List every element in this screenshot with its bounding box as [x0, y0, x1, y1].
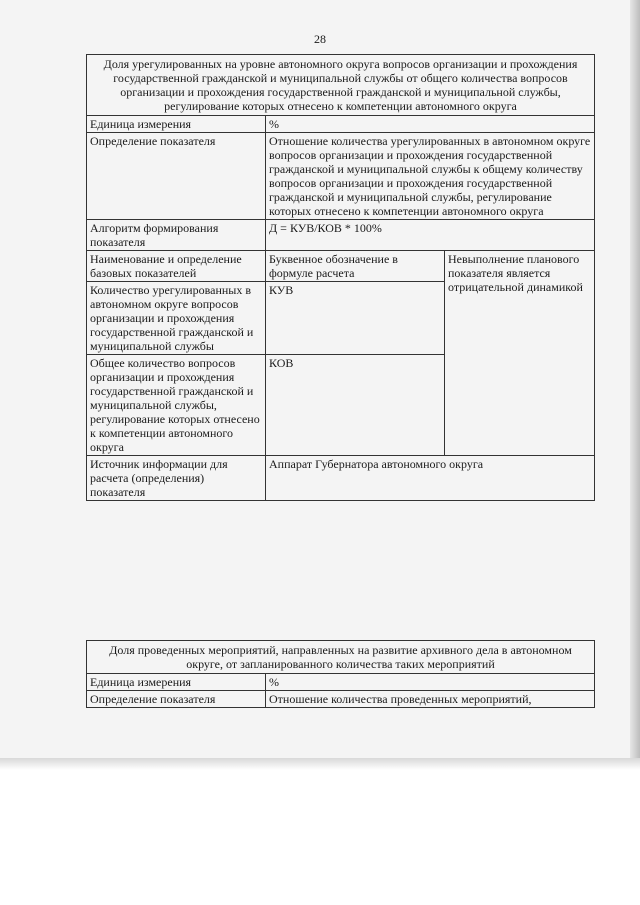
definition-value: Отношение количества урегулированных в автономном округе вопросов организации и прохождения государственной гражданской и муниципальной службы к общему количеству вопросов организации и прохождения государственной гражданской и муниципальной службы, регулирование которых отнесено к компетенции автономного округа — [266, 133, 595, 220]
unit-label: Единица измерения — [87, 116, 266, 133]
base-indicator-code: КУВ — [266, 282, 445, 355]
base-indicator-code: КОВ — [266, 355, 445, 456]
definition-label: Определение показателя — [87, 133, 266, 220]
table-row — [87, 133, 595, 220]
source-value: Аппарат Губернатора автономного округа — [266, 456, 595, 501]
unit-value: % — [266, 116, 595, 133]
table-row — [87, 220, 595, 251]
note-cell: Невыполнение планового показателя является отрицательной динамикой — [445, 251, 595, 456]
unit-label: Единица измерения — [87, 674, 266, 691]
indicator-table-1 — [86, 54, 595, 501]
definition-value: Отношение количества проведенных мероприятий, — [266, 691, 595, 708]
scan-edge-right — [630, 0, 640, 768]
base-name-label: Наименование и определение базовых показателей — [87, 251, 266, 282]
indicator-title: Доля проведенных мероприятий, направленных на развитие архивного дела в автономном округе, от запланированного количества таких мероприятий — [87, 641, 595, 674]
base-indicator-name: Количество урегулированных в автономном округе вопросов организации и прохождения государственной гражданской и муниципальной службы — [87, 282, 266, 355]
table-row — [87, 55, 595, 116]
scan-edge-bottom — [0, 758, 640, 770]
page-number: 28 — [314, 32, 326, 46]
letter-label: Буквенное обозначение в формуле расчета — [266, 251, 445, 282]
algorithm-label: Алгоритм формирования показателя — [87, 220, 266, 251]
table-row — [87, 641, 595, 674]
indicator-table-2 — [86, 640, 595, 708]
source-label: Источник информации для расчета (определения) показателя — [87, 456, 266, 501]
table-row — [87, 691, 595, 708]
table-row — [87, 116, 595, 133]
definition-label: Определение показателя — [87, 691, 266, 708]
table-row — [87, 456, 595, 501]
table-row — [87, 674, 595, 691]
algorithm-value: Д = КУВ/КОВ * 100% — [266, 220, 595, 251]
unit-value: % — [266, 674, 595, 691]
table-row — [87, 251, 595, 282]
indicator-title: Доля урегулированных на уровне автономного округа вопросов организации и прохождения государственной гражданской и муниципальной службы от общего количества вопросов организации и прохождения государственной гражданской и муниципальной службы, регулирование которых отнесено к компетенции автономного округа — [87, 55, 595, 116]
base-indicator-name: Общее количество вопросов организации и прохождения государственной гражданской и муниципальной службы, регулирование которых отнесено к компетенции автономного округа — [87, 355, 266, 456]
